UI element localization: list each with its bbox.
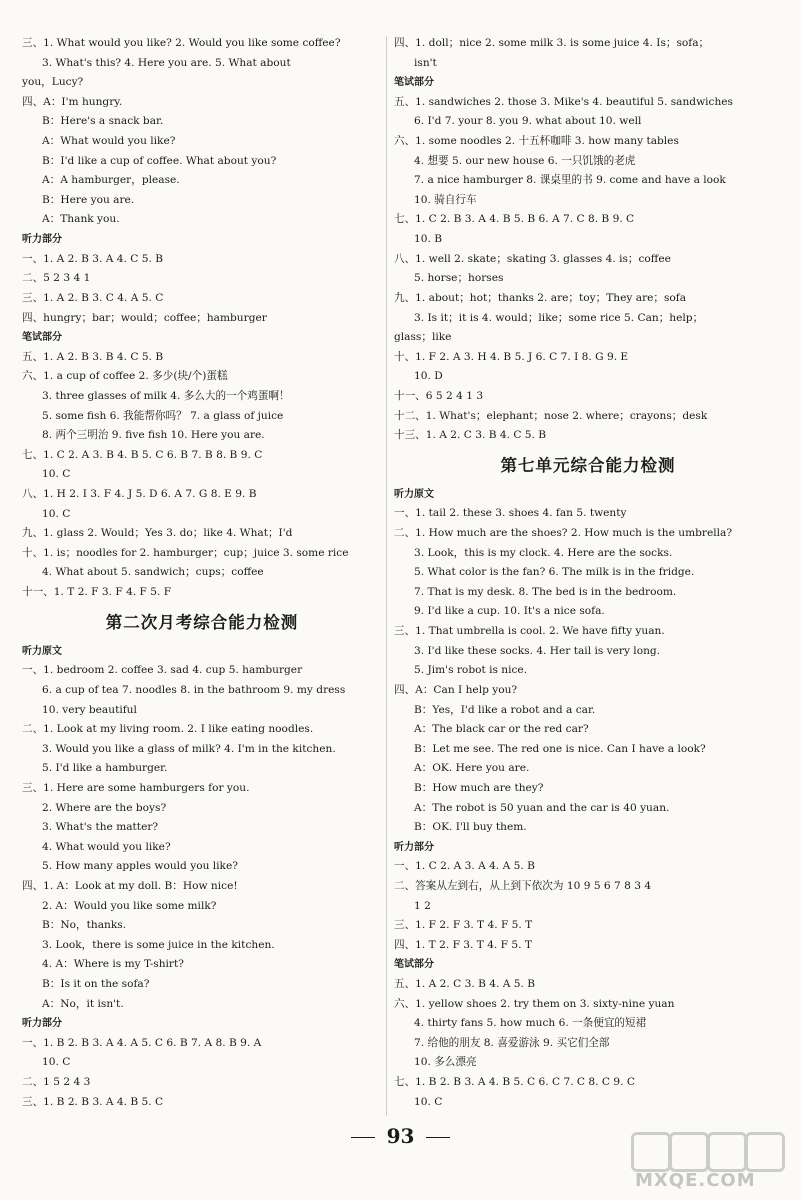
answer-line: 十、1. is；noodles for 2. hamburger；cup；juice 3. some rice (22, 546, 349, 559)
answer-line: 6. I'd 7. your 8. you 9. what about 10. well (414, 115, 642, 128)
answer-line: 三、1. F 2. F 3. T 4. F 5. T (394, 919, 533, 932)
answer-line: 三、1. A 2. B 3. C 4. A 5. C (22, 291, 164, 304)
watermark-text: MXQE.COM (635, 1170, 756, 1191)
answer-line: 一、1. B 2. B 3. A 4. A 5. C 6. B 7. A 8. B 9. A (22, 1036, 262, 1049)
answer-line: 一、1. tail 2. these 3. shoes 4. fan 5. twenty (394, 507, 627, 520)
answer-line: 3. Is it；it is 4. would；like；some rice 5. Can；help； (414, 311, 704, 324)
answer-line: 十三、1. A 2. C 3. B 4. C 5. B (394, 429, 547, 442)
answer-line: 8. 两个三明治 9. five fish 10. Here you are. (42, 429, 265, 442)
answer-line: 六、1. yellow shoes 2. try them on 3. sixty-nine yuan (394, 997, 675, 1010)
answer-line: 10. very beautiful (42, 703, 137, 716)
watermark-logo (625, 1132, 785, 1192)
answer-line: 一、1. A 2. B 3. A 4. C 5. B (22, 252, 164, 265)
answer-line: 2. A：Would you like some milk? (42, 899, 217, 912)
answer-line: 5. I'd like a hamburger. (42, 762, 168, 775)
answer-line: A：A hamburger，please. (42, 174, 180, 187)
answer-line: 10. D (414, 370, 443, 383)
answer-line: 10. 骑自行车 (414, 193, 477, 206)
answer-line: 九、1. glass 2. Would；Yes 3. do；like 4. What；I'd (22, 527, 293, 540)
answer-line: A：Thank you. (42, 213, 120, 226)
answer-line: B：Here's a snack bar. (42, 115, 164, 128)
answer-line: 四、hungry；bar；would；coffee；hamburger (22, 311, 267, 324)
answer-line: 2. Where are the boys? (42, 801, 167, 814)
column-divider (386, 36, 387, 1116)
answer-line: isn't (414, 56, 437, 69)
answer-line: 10. C (42, 507, 71, 520)
answer-line: 5. How many apples would you like? (42, 860, 238, 873)
answer-line: 二、答案从左到右，从上到下依次为 10 9 5 6 7 8 3 4 (394, 879, 652, 892)
answer-line: 4. What about 5. sandwich；cups；coffee (42, 566, 264, 579)
answer-line: 3. Would you like a glass of milk? 4. I'm in the kitchen. (42, 742, 336, 755)
answer-line: 五、1. A 2. B 3. B 4. C 5. B (22, 350, 164, 363)
section-title: 第二次月考综合能力检测 (105, 612, 299, 632)
answer-line: 五、1. sandwiches 2. those 3. Mike's 4. beautiful 5. sandwiches (394, 95, 733, 108)
right-column (394, 34, 782, 1112)
section-title: 第七单元综合能力检测 (500, 455, 676, 475)
answer-line: 10. 多么漂亮 (414, 1056, 477, 1069)
answer-line: A：No，it isn't. (42, 997, 124, 1010)
answer-line: 3. three glasses of milk 4. 多么大的一个鸡蛋啊！ (42, 389, 290, 402)
section-heading: 笔试部分 (394, 77, 434, 89)
section-heading: 听力部分 (22, 1018, 62, 1030)
answer-line: 三、1. That umbrella is cool. 2. We have fifty yuan. (394, 625, 665, 638)
answer-line: glass；like (394, 331, 452, 344)
answer-line: 3. What's the matter? (42, 821, 159, 834)
page-number-text: 93 (386, 1124, 415, 1148)
section-heading: 听力原文 (22, 645, 62, 657)
answer-line: 四、A：Can I help you? (394, 683, 518, 696)
answer-line: 二、5 2 3 4 1 (22, 272, 91, 285)
section-heading: 听力原文 (394, 488, 434, 500)
answer-line: 三、1. What would you like? 2. Would you like some coffee? (22, 37, 341, 49)
answer-line: 3. What's this? 4. Here you are. 5. What about (42, 56, 291, 69)
answer-line: 5. What color is the fan? 6. The milk is in the fridge. (414, 566, 695, 579)
answer-line: B：Yes，I'd like a robot and a car. (414, 703, 596, 716)
answer-line: 四、A：I'm hungry. (22, 95, 123, 108)
section-heading: 笔试部分 (22, 332, 62, 344)
answer-line: 3. I'd like these socks. 4. Her tail is very long. (414, 644, 661, 657)
answer-line: 3. Look，there is some juice in the kitchen. (42, 938, 275, 951)
answer-line: 4. What would you like? (42, 840, 171, 853)
answer-line: A：The black car or the red car? (414, 723, 589, 736)
answer-line: 六、1. a cup of coffee 2. 多少(块/个)蛋糕 (22, 370, 228, 383)
answer-line: 四、1. A：Look at my doll. B：How nice! (22, 879, 238, 892)
answer-line: 5. some fish 6. 我能帮你吗？ 7. a glass of juice (42, 409, 284, 422)
answer-line: 十一、1. T 2. F 3. F 4. F 5. F (22, 586, 172, 599)
answer-line: 4. 想要 5. our new house 6. 一只饥饿的老虎 (414, 154, 636, 167)
answer-line: B：Here you are. (42, 193, 135, 206)
left-column (22, 34, 382, 1112)
answer-line: 5. Jim's robot is nice. (414, 664, 528, 677)
answer-line: 十一、6 5 2 4 1 3 (394, 389, 484, 402)
answer-line: 10. C (42, 468, 71, 481)
answer-line: 三、1. B 2. B 3. A 4. B 5. C (22, 1095, 164, 1108)
answer-line: 10. C (414, 1095, 443, 1108)
answer-line: 9. I'd like a cup. 10. It's a nice sofa. (414, 605, 605, 618)
answer-line: 10. B (414, 233, 442, 246)
answer-line: 七、1. C 2. A 3. B 4. B 5. C 6. B 7. B 8. B 9. C (22, 448, 263, 461)
answer-line: 1 2 (414, 899, 431, 912)
answer-line: 七、1. C 2. B 3. A 4. B 5. B 6. A 7. C 8. B 9. C (394, 213, 635, 226)
answer-line: A：What would you like? (42, 135, 176, 148)
answer-line: 二、1. Look at my living room. 2. I like eating noodles. (22, 723, 314, 736)
answer-line: 七、1. B 2. B 3. A 4. B 5. C 6. C 7. C 8. C 9. C (394, 1076, 635, 1089)
answer-line: B：No，thanks. (42, 919, 127, 932)
answer-line: 八、1. H 2. I 3. F 4. J 5. D 6. A 7. G 8. E 9. B (22, 488, 257, 501)
answer-line: B：I'd like a cup of coffee. What about you? (42, 154, 277, 167)
answer-line: 八、1. well 2. skate；skating 3. glasses 4. is；coffee (394, 252, 671, 265)
answer-line: 四、1. T 2. F 3. T 4. F 5. T (394, 938, 532, 951)
answer-line: 一、1. C 2. A 3. A 4. A 5. B (394, 860, 535, 873)
answer-line: B：How much are they? (414, 781, 544, 794)
answer-line: 6. a cup of tea 7. noodles 8. in the bathroom 9. my dress (42, 683, 346, 696)
answer-line: B：Is it on the sofa? (42, 978, 150, 991)
answer-line: A：The robot is 50 yuan and the car is 40 yuan. (414, 801, 670, 814)
answer-line: 五、1. A 2. C 3. B 4. A 5. B (394, 978, 536, 991)
answer-line: A：OK. Here you are. (414, 762, 530, 775)
answer-line: 十、1. F 2. A 3. H 4. B 5. J 6. C 7. I 8. G 9. E (394, 350, 629, 363)
answer-line: 二、1 5 2 4 3 (22, 1076, 91, 1089)
answer-line: 10. C (42, 1056, 71, 1069)
answer-line: you，Lucy? (22, 76, 84, 89)
answer-line: 一、1. bedroom 2. coffee 3. sad 4. cup 5. hamburger (22, 664, 303, 677)
answer-line: B：Let me see. The red one is nice. Can I have a look? (414, 742, 706, 755)
answer-line: 三、1. Here are some hamburgers for you. (22, 781, 250, 794)
answer-line: 四、1. doll；nice 2. some milk 3. is some juice 4. Is；sofa； (394, 37, 710, 49)
answer-line: B：OK. I'll buy them. (414, 821, 527, 834)
answer-line: 六、1. some noodles 2. 十五杯咖啡 3. how many tables (394, 135, 679, 148)
answer-line: 十二、1. What's；elephant；nose 2. where；crayons；desk (394, 409, 708, 422)
section-heading: 听力部分 (394, 841, 434, 853)
section-heading: 笔试部分 (394, 959, 434, 971)
answer-line: 4. A：Where is my T-shirt? (42, 958, 184, 971)
answer-line: 5. horse；horses (414, 272, 504, 285)
answer-line: 3. Look，this is my clock. 4. Here are the socks. (414, 546, 673, 559)
answer-line: 7. That is my desk. 8. The bed is in the bedroom. (414, 585, 677, 598)
answer-line: 7. 给他的朋友 8. 喜爱游泳 9. 买它们全部 (414, 1036, 610, 1049)
answer-line: 4. thirty fans 5. how much 6. 一条便宜的短裙 (414, 1017, 647, 1030)
answer-line: 九、1. about；hot；thanks 2. are；toy；They are；sofa (394, 291, 687, 304)
section-heading: 听力部分 (22, 234, 62, 246)
answer-line: 7. a nice hamburger 8. 课桌里的书 9. come and have a look (414, 174, 726, 187)
answer-line: 二、1. How much are the shoes? 2. How much is the umbrella? (394, 527, 733, 540)
